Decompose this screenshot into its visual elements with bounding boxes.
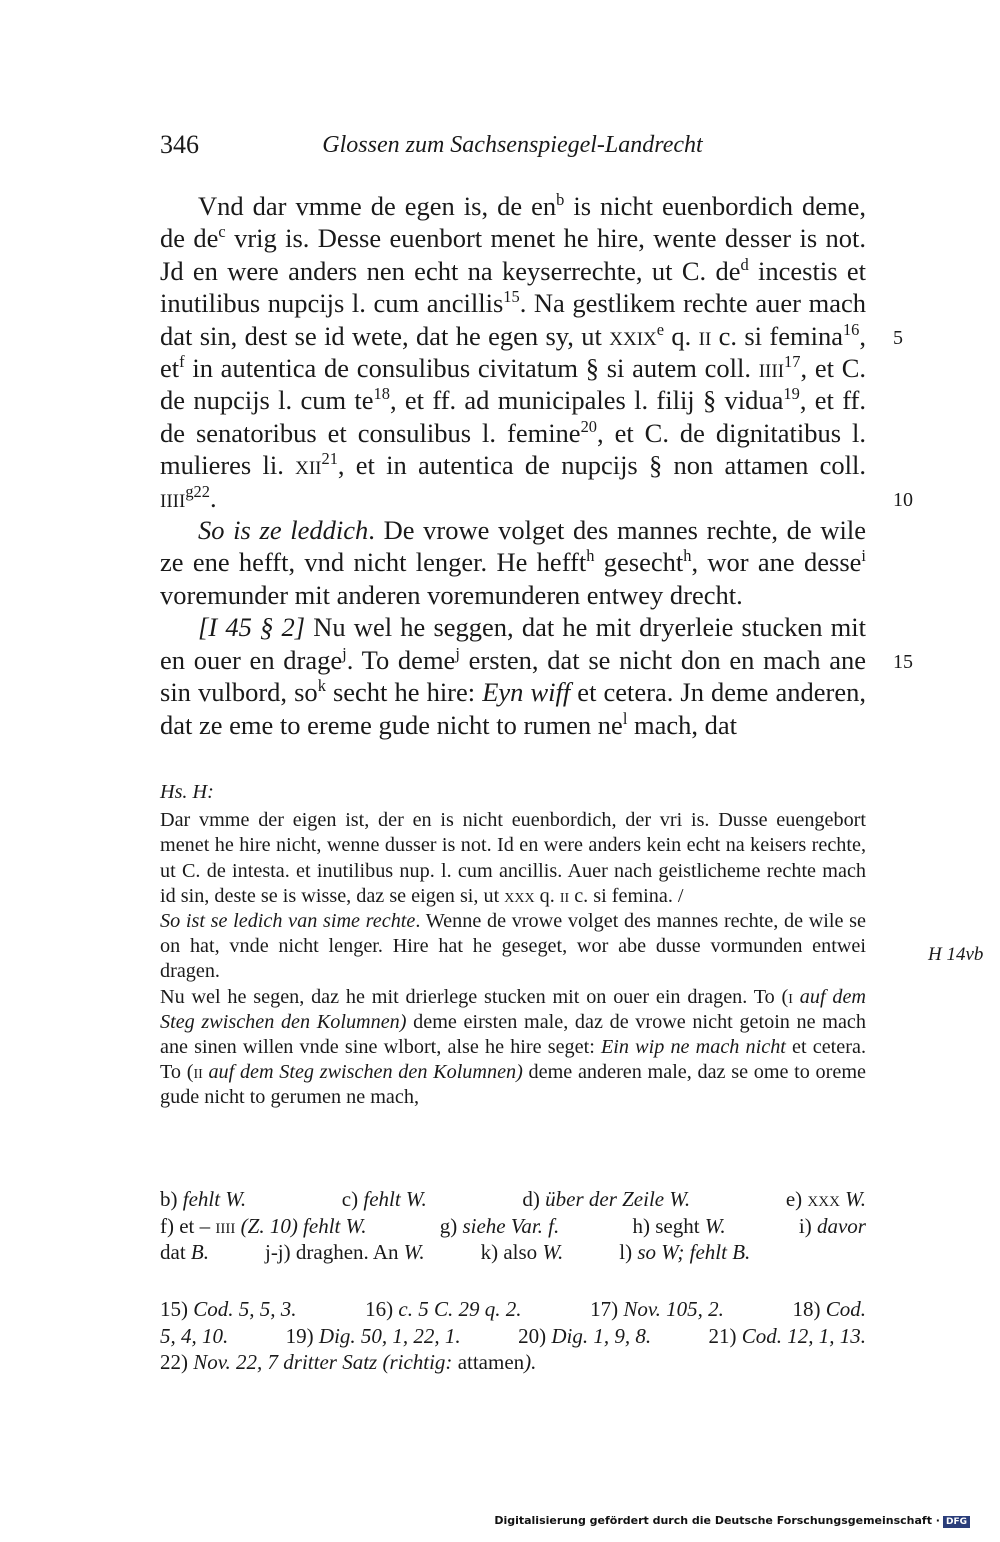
- footnote-15: 15) Cod. 5, 5, 3.: [160, 1297, 297, 1321]
- line-number: 5: [893, 327, 903, 349]
- digitization-notice: Digitalisierung gefördert durch die Deutsche Forschungsgemeinschaft · DFG: [494, 1514, 970, 1528]
- footnote-16: 16) c. 5 C. 29 q. 2.: [365, 1297, 522, 1321]
- footnote-row: 5, 4, 10. 19) Dig. 50, 1, 22, 1. 20) Dig. 1, 9, 8. 21) Cod. 12, 1, 13.: [160, 1323, 866, 1348]
- apparatus-row: b) fehlt W. c) fehlt W. d) über der Zeile W. e) xxx W.: [160, 1187, 866, 1211]
- apparatus-row: dat B. j-j) draghen. An W. k) also W. l) so W; fehlt B.: [160, 1240, 751, 1264]
- footnote-18: 18) Cod.: [792, 1297, 866, 1321]
- footnote-21: 21) Cod. 12, 1, 13.: [708, 1323, 866, 1348]
- page-number: 346: [160, 130, 199, 159]
- note-paragraph-2: So ist se ledich van sime rechte. Wenne de vrowe volget des mannes rechte, de wile se on hat, vnde nicht lenger. Hire hat he geseget, wor abe dusse vormunden entwei dragen.: [160, 910, 866, 983]
- critical-apparatus: [160, 1186, 866, 1266]
- paragraph-1: Vnd dar vmme de egen is, de $en^b$ is nicht euenbordich deme, de $de^c$ vrig is. Desse euenbort menet he hire, wente desser is not. Jd en were anders nen echt na keyserrechte, ut C. $de^d$ incestis et inutilibus nupcijs l. cum ancillis$^{15}$. Na gestlikem rechte auer mach dat sin, dest se id wete, dat he egen sy, ut xxix$^e$ q. ii c. si femina$^{16}$, $et^f$ in autentica de consulibus civitatum § si autem coll. iiii$^{17}$, et C. de nupcijs l. cum $te^{18}$, et ff. ad municipales l. filij § vidua$^{19}$, et ff. de senatoribus et consulibus l. femine$^{20}$, et C. de dignitatibus l. mulieres li. xii$^{21}$, et in autentica de nupcijs § non attamen coll. iiii$^{g22}$.: [160, 190, 867, 513]
- paragraph-2: So is ze leddich. De vrowe volget des mannes rechte, de wile ze ene hefft, vnd nicht lenger. He hefft$^h$ gesecht$^h$, wor ane desse$^i$ voremunder mit anderen voremunderen entwey drecht.: [160, 515, 866, 610]
- footnote-22: 22) Nov. 22, 7 dritter Satz (richtig: attamen).: [160, 1350, 537, 1374]
- apparatus-row: f) et – iiii (Z. 10) fehlt W. g) siehe Var. f. h) seght W. i) davor: [160, 1213, 866, 1238]
- footnote-19: 19) Dig. 50, 1, 22, 1.: [285, 1323, 461, 1348]
- line-number: 10: [893, 489, 913, 511]
- manuscript-variant-note: [160, 780, 866, 1111]
- footnote-20: 20) Dig. 1, 9, 8.: [518, 1323, 652, 1348]
- running-title: Glossen zum Sachsenspiegel-Landrecht: [322, 132, 703, 158]
- main-text: [160, 190, 866, 741]
- footnotes: [160, 1296, 866, 1376]
- margin-folio-reference: H 14vb: [928, 944, 984, 965]
- note-paragraph-3: Nu wel he segen, daz he mit drierlege stucken mit on ouer ein dragen. To (i auf dem Steg zwischen den Kolumnen) deme eirsten male, daz de vrowe nicht getoin ne mach ane sinen willen vnde sine wlbort, alse he hire seget: Ein wip ne mach nicht et cetera. To (ii auf dem Steg zwischen den Kolumnen) deme anderen male, daz se ome to oreme gude nicht to gerumen ne mach,: [160, 985, 867, 1109]
- note-paragraph-1: Dar vmme der eigen ist, der en is nicht euenbordich, der vri is. Dusse euengebort menet he hire nicht, wenne dusser is not. Id en were anders kein echt na keisers rechte, ut C. de intesta. et inutilibus nup. l. cum ancillis. Auer nach geistlicheme rechte mach id sin, deste se is wisse, daz se eigen si, ut xxx q. ii c. si femina. /: [160, 809, 866, 907]
- page-header: [160, 130, 865, 166]
- note-label: Hs. H:: [160, 781, 214, 803]
- footnote-17: 17) Nov. 105, 2.: [590, 1297, 724, 1321]
- section-reference: [I 45 § 2]: [198, 612, 306, 643]
- paragraph-3: [I 45 § 2] Nu wel he seggen, dat he mit dryerleie stucken mit en ouer en drage$^j$. To deme$^j$ ersten, dat se nicht don en mach ane sin vulbord, $so^k$ secht he hire: Eyn wiff et cetera. Jn deme anderen, dat ze eme to ereme gude nicht to rumen $ne^l$ mach, dat: [160, 612, 867, 740]
- dfg-logo: DFG: [943, 1516, 970, 1528]
- footnote-row: [160, 1296, 866, 1323]
- line-number: 15: [893, 651, 913, 673]
